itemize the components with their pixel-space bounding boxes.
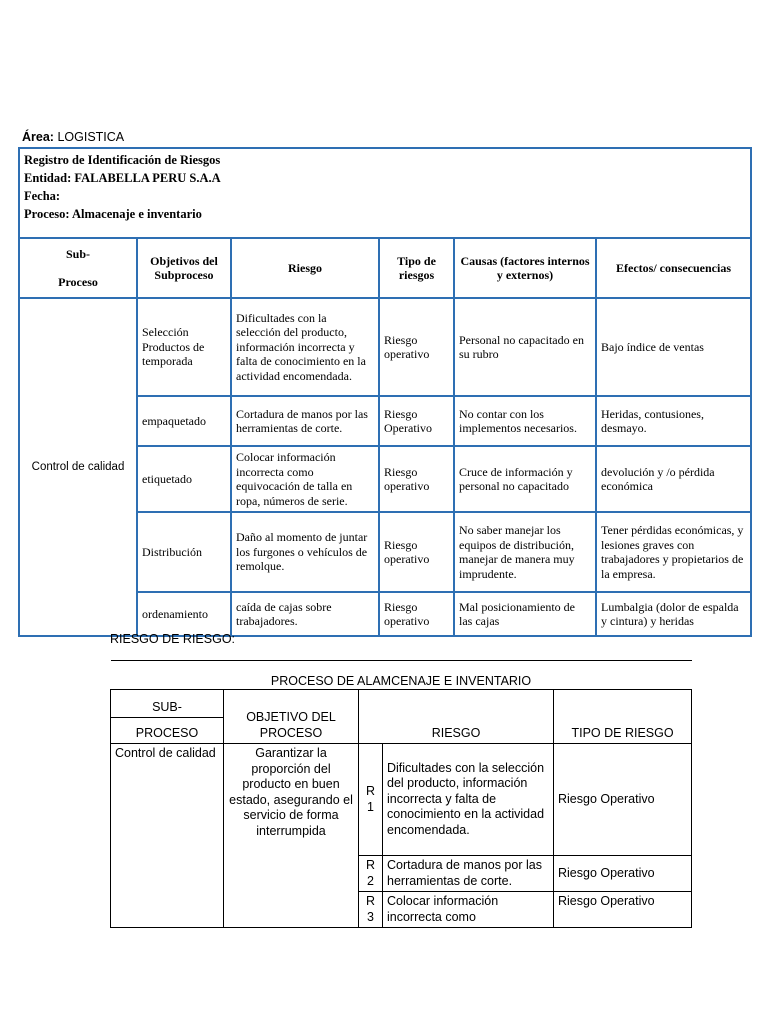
tipo-cell: Riesgo Operativo bbox=[554, 892, 692, 928]
tipo-cell: Riesgo Operativo bbox=[554, 856, 692, 892]
riesgo-cell: Dificultades con la selección del producto, información incorrecta y falta de conocimiento en la actividad encomendada. bbox=[383, 744, 554, 856]
tipo-cell: Riesgo operativo bbox=[379, 446, 454, 512]
efectos-cell: Tener pérdidas económicas, y lesiones graves con trabajadores y propietarios de la empresa. bbox=[596, 512, 751, 592]
header-objetivo: OBJETIVO DEL PROCESO bbox=[224, 690, 359, 744]
area-line bbox=[22, 130, 124, 144]
riesgo-cell: Daño al momento de juntar los furgones o vehículos de remolque. bbox=[231, 512, 379, 592]
riesgo-cell: caída de cajas sobre trabajadores. bbox=[231, 592, 379, 636]
tipo-cell: Riesgo operativo bbox=[379, 592, 454, 636]
risk-code-number: 3 bbox=[367, 909, 374, 924]
objetivo-cell: Selección Productos de temporada bbox=[137, 298, 231, 396]
causas-cell: Mal posicionamiento de las cajas bbox=[454, 592, 596, 636]
tipo-cell: Riesgo operativo bbox=[379, 298, 454, 396]
registro-fecha: Fecha: bbox=[24, 189, 61, 203]
area-value: LOGISTICA bbox=[57, 130, 125, 144]
header-tipo: TIPO DE RIESGO bbox=[554, 690, 692, 744]
tipo-cell: Riesgo Operativo bbox=[554, 744, 692, 856]
riesgo-cell: Colocar información incorrecta como equivocación de talla en ropa, números de serie. bbox=[231, 446, 379, 512]
objetivo-cell: etiquetado bbox=[137, 446, 231, 512]
causas-cell: Cruce de información y personal no capacitado bbox=[454, 446, 596, 512]
process-risk-table bbox=[110, 660, 692, 928]
tipo-cell: Riesgo operativo bbox=[379, 512, 454, 592]
subproceso-cell: Control de calidad bbox=[19, 298, 137, 636]
header-sub-line2: Proceso bbox=[58, 275, 98, 289]
efectos-cell: Bajo índice de ventas bbox=[596, 298, 751, 396]
riesgo-cell: Cortadura de manos por las herramientas de corte. bbox=[231, 396, 379, 446]
risk-code-letter: R bbox=[365, 784, 376, 798]
causas-cell: No saber manejar los equipos de distribución, manejar de manera muy imprudente. bbox=[454, 512, 596, 592]
risk-code-number: 1 bbox=[367, 799, 374, 814]
causas-cell: Personal no capacitado en su rubro bbox=[454, 298, 596, 396]
table-row bbox=[19, 298, 751, 396]
table-row bbox=[111, 744, 692, 856]
process-title: PROCESO DE ALAMCENAJE E INVENTARIO bbox=[111, 661, 692, 690]
risk-code bbox=[359, 892, 383, 928]
efectos-cell: Heridas, contusiones, desmayo. bbox=[596, 396, 751, 446]
tipo-cell: Riesgo Operativo bbox=[379, 396, 454, 446]
objetivo-cell: Distribución bbox=[137, 512, 231, 592]
risk-identification-table bbox=[18, 147, 752, 637]
registro-entidad: Entidad: FALABELLA PERU S.A.A bbox=[24, 171, 221, 185]
registro-proceso: Proceso: Almacenaje e inventario bbox=[24, 207, 202, 221]
registro-title: Registro de Identificación de Riesgos bbox=[24, 153, 221, 167]
objetivo-cell: ordenamiento bbox=[137, 592, 231, 636]
header-tipo: Tipo de riesgos bbox=[379, 238, 454, 298]
subproceso-cell: Control de calidad bbox=[111, 744, 224, 928]
objetivo-cell: Garantizar la proporción del producto en buen estado, asegurando el servicio de forma interrumpida bbox=[224, 744, 359, 928]
risk-code-number: 2 bbox=[367, 873, 374, 888]
header-proceso: PROCESO bbox=[111, 718, 224, 744]
registro-header bbox=[19, 148, 751, 238]
header-efectos: Efectos/ consecuencias bbox=[596, 238, 751, 298]
efectos-cell: devolución y /o pérdida económica bbox=[596, 446, 751, 512]
efectos-cell: Lumbalgia (dolor de espalda y cintura) y heridas bbox=[596, 592, 751, 636]
objetivo-cell: empaquetado bbox=[137, 396, 231, 446]
risk-code-letter: R bbox=[365, 894, 376, 908]
riesgo-cell: Cortadura de manos por las herramientas de corte. bbox=[383, 856, 554, 892]
area-label: Área: bbox=[22, 130, 54, 144]
header-subproceso bbox=[19, 238, 137, 298]
header-sub: SUB- bbox=[111, 690, 224, 718]
risk-code bbox=[359, 856, 383, 892]
header-causas: Causas (factores internos y externos) bbox=[454, 238, 596, 298]
header-objetivos: Objetivos del Subproceso bbox=[137, 238, 231, 298]
risk-code-letter: R bbox=[365, 858, 376, 872]
riesgo-cell: Dificultades con la selección del producto, información incorrecta y falta de conocimiento en la actividad encomendada. bbox=[231, 298, 379, 396]
header-sub-line1: Sub- bbox=[65, 246, 91, 261]
riesgo-cell: Colocar información incorrecta como bbox=[383, 892, 554, 928]
header-riesgo: RIESGO bbox=[359, 690, 554, 744]
risk-code bbox=[359, 744, 383, 856]
causas-cell: No contar con los implementos necesarios. bbox=[454, 396, 596, 446]
header-riesgo: Riesgo bbox=[231, 238, 379, 298]
riesgo-de-riesgo-title: RIESGO DE RIESGO: bbox=[110, 632, 236, 646]
